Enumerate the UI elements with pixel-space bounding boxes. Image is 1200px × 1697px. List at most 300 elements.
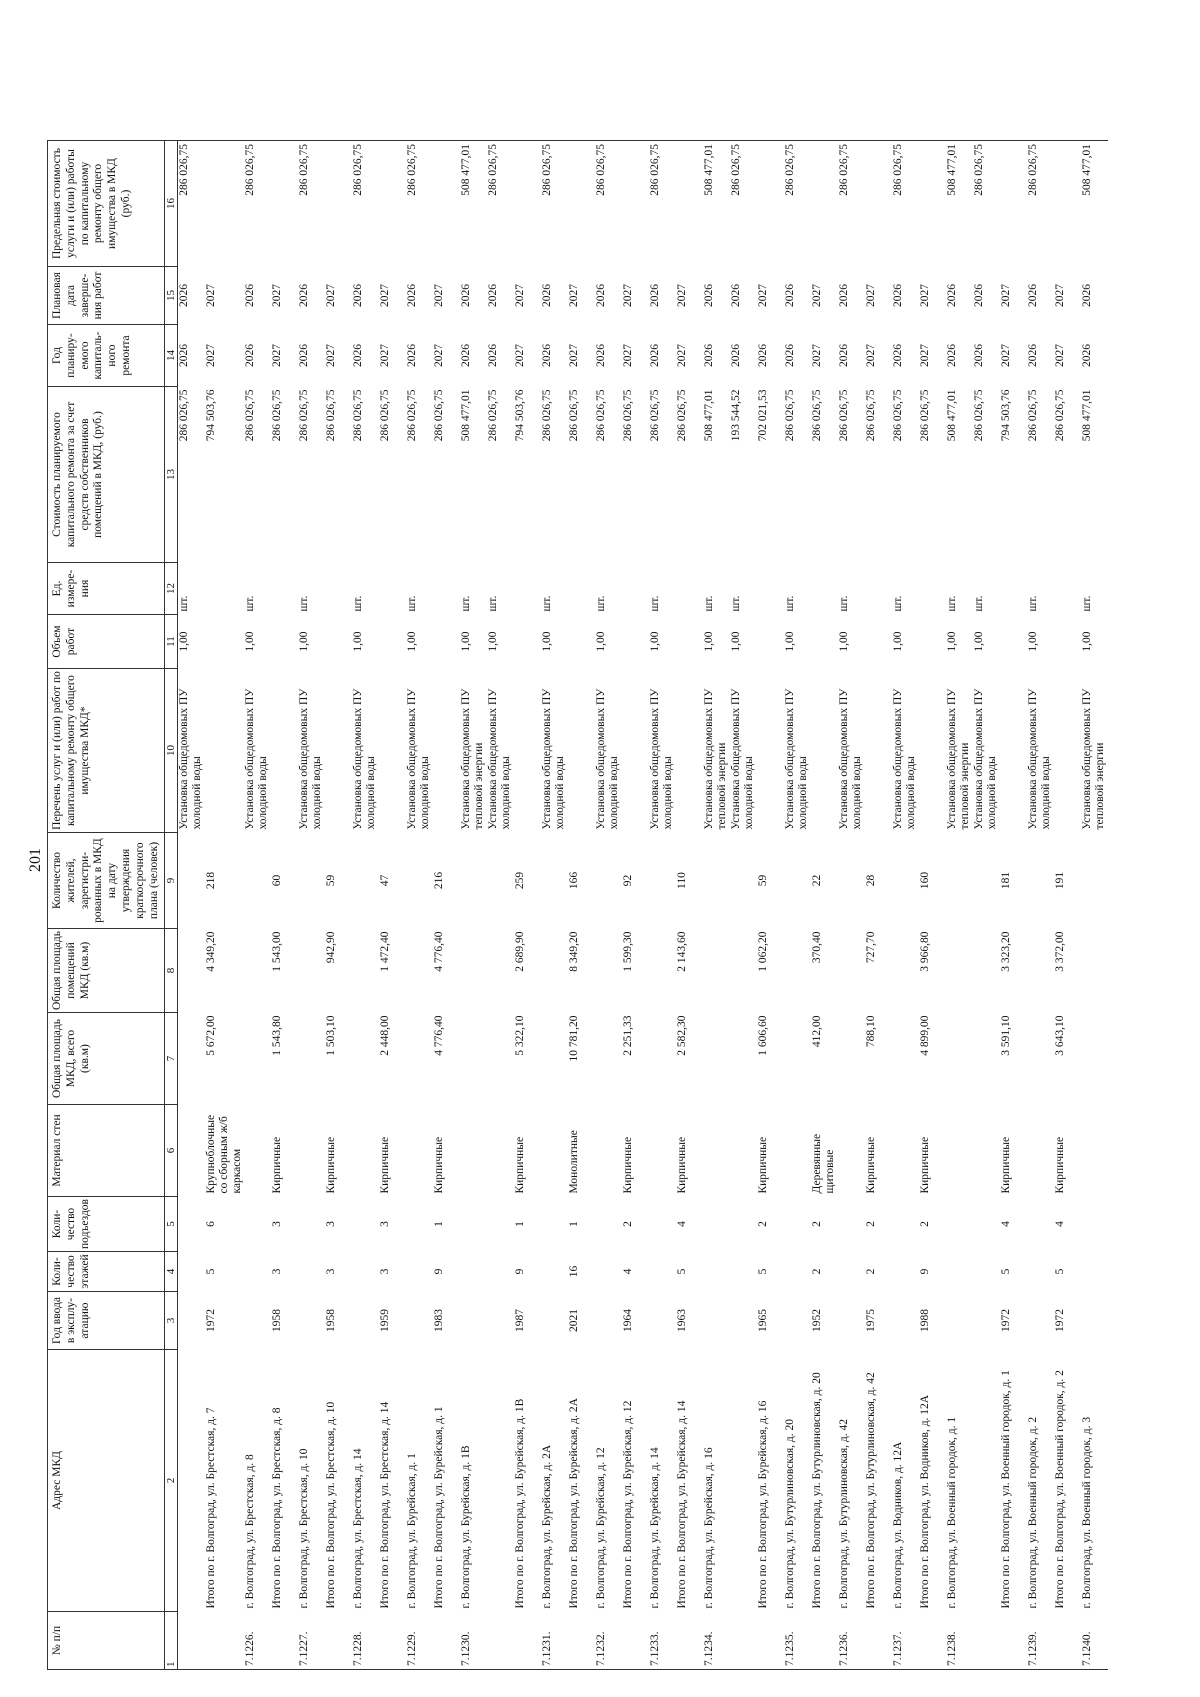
cell-entr: 3 — [378, 1221, 391, 1227]
table-row — [784, 141, 811, 1670]
cell-area — [1081, 1013, 1108, 1105]
cell-res — [838, 833, 865, 929]
total-row — [1000, 141, 1027, 1670]
cell-area_prem — [973, 929, 1000, 1013]
column-number-row — [165, 141, 178, 1670]
table-row — [406, 141, 433, 1670]
cell-no: 7.1233. — [649, 1612, 676, 1670]
cell-floors — [298, 1252, 325, 1292]
cell-yplan: 2026 — [837, 344, 850, 368]
rotated-page — [25, 30, 1175, 1690]
cell-ydone: 2026 — [729, 284, 742, 308]
cell-limit — [433, 141, 460, 267]
column-number: 4 — [165, 1252, 178, 1292]
cell-addr: г. Волгоград, ул. Водников, д. 12А — [891, 1441, 904, 1609]
total-row — [1054, 141, 1081, 1670]
cell-year — [460, 1292, 487, 1350]
cell-unit: шт. — [702, 595, 715, 612]
col-header: Общая площадь МКД, всего (кв.м) — [48, 1013, 165, 1105]
cell-work — [271, 669, 298, 833]
cell-unit: шт. — [405, 595, 418, 612]
cell-area: 2 448,00 — [378, 1015, 391, 1056]
cell-vol: 1,00 — [297, 631, 310, 652]
cell-area: 5 672,00 — [204, 1015, 217, 1056]
cell-area — [541, 1013, 568, 1105]
cell-year: 2021 — [567, 1309, 580, 1332]
cell-area: 1 503,10 — [324, 1015, 337, 1056]
cell-wall — [178, 1105, 205, 1197]
cell-entr — [178, 1197, 205, 1252]
col-header: Плановая дата заверше-ния работ — [48, 267, 165, 325]
cell-res — [1081, 833, 1108, 929]
column-number: 6 — [165, 1105, 178, 1197]
cell-ydone: 2027 — [864, 284, 877, 308]
cell-vol: 1,00 — [243, 631, 256, 652]
cell-cost: 794 503,76 — [999, 389, 1012, 442]
cell-entr — [595, 1197, 622, 1252]
cell-year — [541, 1292, 568, 1350]
cell-addr — [178, 1350, 205, 1612]
cell-addr — [973, 1350, 1000, 1612]
cell-yplan: 2026 — [178, 344, 191, 368]
cell-limit — [757, 141, 784, 267]
cell-work — [298, 669, 325, 833]
column-number: 12 — [165, 563, 178, 615]
work-line: Установка общедомовых ПУ — [729, 688, 742, 830]
cell-area: 10 781,20 — [567, 1015, 580, 1062]
cell-res: 59 — [756, 874, 769, 887]
cell-addr: г. Волгоград, ул. Бурейская, д. 16 — [702, 1447, 715, 1609]
cell-entr — [244, 1197, 271, 1252]
cell-area — [244, 1013, 271, 1105]
table-row — [244, 141, 271, 1670]
column-number: 9 — [165, 833, 178, 929]
cell-yplan: 2026 — [972, 344, 985, 368]
cell-entr — [838, 1197, 865, 1252]
cell-no: 7.1234. — [703, 1612, 730, 1670]
cell-year: 1958 — [270, 1309, 283, 1332]
cell-area: 788,10 — [864, 1015, 877, 1048]
cell-work — [730, 669, 757, 833]
cell-no — [1054, 1612, 1081, 1670]
cell-res: 160 — [918, 871, 931, 890]
cell-area_prem — [838, 929, 865, 1013]
work-line: Установка общедомовых ПУ — [702, 688, 715, 830]
cell-entr — [487, 1197, 514, 1252]
cell-wall: Деревянные щитовые — [810, 1133, 836, 1194]
cell-entr: 4 — [999, 1221, 1012, 1227]
cell-area_prem — [178, 929, 205, 1013]
cell-yplan: 2026 — [1026, 344, 1039, 368]
cell-unit: шт. — [540, 595, 553, 612]
cell-floors — [352, 1252, 379, 1292]
work-line: Установка общедомовых ПУ — [945, 688, 958, 830]
cell-res — [298, 833, 325, 929]
cell-area_prem — [730, 929, 757, 1013]
cell-cost: 508 477,01 — [702, 389, 715, 442]
cell-unit: шт. — [891, 595, 904, 612]
cell-addr: г. Волгоград, ул. Бутурлиновская, д. 20 — [783, 1419, 796, 1609]
table-body — [178, 141, 1108, 1670]
cell-cost: 508 477,01 — [459, 389, 472, 442]
cell-cost: 286 026,75 — [486, 389, 499, 442]
cell-year: 1983 — [432, 1309, 445, 1332]
cell-area: 1 606,60 — [756, 1015, 769, 1056]
cell-addr: г. Волгоград, ул. Военный городок, д. 1 — [945, 1416, 958, 1609]
cell-work — [406, 669, 433, 833]
cell-unit: шт. — [783, 595, 796, 612]
cell-ydone: 2026 — [351, 284, 364, 308]
work-line: холодной воды — [904, 756, 917, 830]
cell-cost: 286 026,75 — [405, 389, 418, 442]
cell-floors — [460, 1252, 487, 1292]
cell-work — [514, 669, 541, 833]
cell-vol — [205, 615, 244, 669]
cell-floors: 5 — [1053, 1268, 1066, 1275]
cell-unit: шт. — [648, 595, 661, 612]
cell-area_prem — [649, 929, 676, 1013]
cell-work — [487, 669, 514, 833]
cell-entr: 1 — [567, 1221, 580, 1227]
cell-floors: 5 — [999, 1268, 1012, 1275]
cell-area — [730, 1013, 757, 1105]
cell-yplan: 2027 — [378, 344, 391, 368]
cell-area_prem: 370,40 — [810, 931, 823, 964]
total-row — [379, 141, 406, 1670]
column-number: 8 — [165, 929, 178, 1013]
cell-work — [178, 669, 205, 833]
cell-area — [973, 1013, 1000, 1105]
cell-cost: 286 026,75 — [324, 389, 337, 442]
cell-vol: 1,00 — [783, 631, 796, 652]
cell-yplan: 2027 — [621, 344, 634, 368]
cell-ydone: 2027 — [756, 284, 769, 308]
cell-addr: г. Волгоград, ул. Военный городок, д. 3 — [1080, 1416, 1093, 1609]
cell-limit: 286 026,75 — [541, 141, 568, 267]
cell-area_prem — [946, 929, 973, 1013]
cell-area_prem: 3 323,20 — [999, 931, 1012, 972]
cell-entr: 2 — [756, 1221, 769, 1227]
cell-work — [703, 669, 730, 833]
cell-wall: Кирпичные — [918, 1136, 931, 1194]
cell-addr: г. Волгоград, ул. Военный городок, д. 2 — [1026, 1416, 1039, 1609]
cell-cost: 286 026,75 — [567, 389, 580, 442]
cell-unit — [865, 563, 892, 615]
total-row — [865, 141, 892, 1670]
cell-limit: 286 026,75 — [838, 141, 865, 267]
cell-vol — [568, 615, 595, 669]
cell-year: 1958 — [324, 1309, 337, 1332]
cell-area_prem: 2 689,90 — [513, 931, 526, 972]
cell-no: 7.1226. — [244, 1612, 271, 1670]
work-line: Установка общедомовых ПУ — [459, 688, 472, 830]
cell-floors: 5 — [675, 1268, 688, 1275]
cell-year — [487, 1292, 514, 1350]
work-line: Установка общедомовых ПУ — [178, 688, 191, 830]
cell-res — [784, 833, 811, 929]
cell-work — [676, 669, 703, 833]
cell-area_prem — [892, 929, 919, 1013]
cell-limit: 286 026,75 — [244, 141, 271, 267]
cell-yplan: 2026 — [1080, 344, 1093, 368]
cell-no: 7.1230. — [460, 1612, 487, 1670]
cell-area: 3 591,10 — [999, 1015, 1012, 1056]
cell-ydone: 2027 — [378, 284, 391, 308]
cell-year: 1975 — [864, 1309, 877, 1332]
cell-year — [298, 1292, 325, 1350]
cell-area_prem — [1081, 929, 1108, 1013]
cell-res — [730, 833, 757, 929]
cell-unit: шт. — [243, 595, 256, 612]
col-header: Перечень услуг и (или) работ по капитальному ремонту общего имущества МКД* — [48, 669, 165, 833]
cell-cost: 702 021,53 — [756, 389, 769, 442]
cell-unit — [919, 563, 946, 615]
cell-no — [811, 1612, 838, 1670]
cell-floors — [1027, 1252, 1054, 1292]
cell-area: 4 899,00 — [918, 1015, 931, 1056]
cell-vol: 1,00 — [972, 631, 985, 652]
cell-unit: шт. — [486, 595, 499, 612]
cell-limit — [205, 141, 244, 267]
col-header: Стоимость планируемого капитального ремонта за счет средств собственников помещений в МКД, (руб.) — [48, 387, 165, 563]
cell-unit: шт. — [1026, 595, 1039, 612]
cell-no: 7.1231. — [541, 1612, 568, 1670]
cell-entr — [703, 1197, 730, 1252]
cell-limit: 286 026,75 — [487, 141, 514, 267]
cell-ydone: 2026 — [648, 284, 661, 308]
cell-cost: 286 026,75 — [837, 389, 850, 442]
total-row — [622, 141, 649, 1670]
work-line: холодной воды — [364, 756, 377, 830]
cell-vol — [433, 615, 460, 669]
cell-addr: Итого по г. Волгоград, ул. Бурейская, д. 2А — [567, 1398, 580, 1609]
cell-vol — [919, 615, 946, 669]
total-row — [919, 141, 946, 1670]
col-header: Объем работ — [48, 615, 165, 669]
cell-area — [298, 1013, 325, 1105]
cell-year: 1964 — [621, 1309, 634, 1332]
cell-yplan: 2027 — [999, 344, 1012, 368]
cell-entr — [352, 1197, 379, 1252]
work-line: Установка общедомовых ПУ — [243, 688, 256, 830]
table-row — [178, 141, 205, 1670]
cell-addr — [730, 1350, 757, 1612]
cell-no — [514, 1612, 541, 1670]
column-number: 3 — [165, 1292, 178, 1350]
cell-addr: г. Волгоград, ул. Бурейская, д. 2А — [540, 1444, 553, 1609]
cell-cost: 286 026,75 — [1026, 389, 1039, 442]
work-line: тепловой энергии — [472, 742, 485, 830]
cell-entr — [1027, 1197, 1054, 1252]
cell-cost: 286 026,75 — [297, 389, 310, 442]
cell-unit — [1000, 563, 1027, 615]
cell-vol — [271, 615, 298, 669]
cell-res: 181 — [999, 871, 1012, 890]
cell-res — [541, 833, 568, 929]
cell-cost: 286 026,75 — [594, 389, 607, 442]
cell-area_prem: 1 472,40 — [378, 931, 391, 972]
cell-yplan: 2027 — [324, 344, 337, 368]
cell-cost: 286 026,75 — [864, 389, 877, 442]
cell-unit: шт. — [837, 595, 850, 612]
cell-wall — [784, 1105, 811, 1197]
table-row — [1027, 141, 1054, 1670]
table-row — [595, 141, 622, 1670]
cell-area_prem: 3 966,80 — [918, 931, 931, 972]
cell-ydone: 2026 — [837, 284, 850, 308]
cell-no — [919, 1612, 946, 1670]
cell-work — [1081, 669, 1108, 833]
cell-wall: Кирпичные — [513, 1136, 526, 1194]
cell-limit: 508 477,01 — [946, 141, 973, 267]
cell-no: 7.1237. — [892, 1612, 919, 1670]
cell-limit: 286 026,75 — [649, 141, 676, 267]
cell-no — [757, 1612, 784, 1670]
cell-area_prem — [298, 929, 325, 1013]
total-row — [271, 141, 298, 1670]
cell-addr: г. Волгоград, ул. Брестская, д. 10 — [297, 1448, 310, 1609]
cell-wall: Кирпичные — [378, 1136, 391, 1194]
cell-wall: Кирпичные — [864, 1136, 877, 1194]
cell-wall: Кирпичные — [432, 1136, 445, 1194]
cell-floors — [703, 1252, 730, 1292]
cell-area_prem — [244, 929, 271, 1013]
cell-wall — [703, 1105, 730, 1197]
cell-year: 1972 — [999, 1309, 1012, 1332]
cell-no: 7.1236. — [838, 1612, 865, 1670]
cell-work — [205, 669, 244, 833]
cell-area: 1 543,80 — [270, 1015, 283, 1056]
cell-work — [946, 669, 973, 833]
cell-yplan: 2027 — [270, 344, 283, 368]
cell-year — [595, 1292, 622, 1350]
work-line: холодной воды — [1039, 756, 1052, 830]
cell-cost: 508 477,01 — [945, 389, 958, 442]
cell-res: 92 — [621, 874, 634, 887]
cell-limit — [325, 141, 352, 267]
cell-unit — [622, 563, 649, 615]
cell-vol: 1,00 — [648, 631, 661, 652]
cell-ydone: 2026 — [243, 284, 256, 308]
cell-limit — [1000, 141, 1027, 267]
cell-no — [865, 1612, 892, 1670]
work-line: холодной воды — [553, 756, 566, 830]
cell-ydone: 2027 — [999, 284, 1012, 308]
cell-addr: Итого по г. Волгоград, ул. Водников, д. 12А — [918, 1394, 931, 1609]
cell-floors: 5 — [756, 1268, 769, 1275]
cell-wall — [541, 1105, 568, 1197]
cell-limit — [919, 141, 946, 267]
cell-area_prem — [703, 929, 730, 1013]
cell-no — [730, 1612, 757, 1670]
cell-entr: 2 — [918, 1221, 931, 1227]
cell-area_prem — [595, 929, 622, 1013]
table-row — [487, 141, 514, 1670]
cell-unit: шт. — [972, 595, 985, 612]
cell-ydone: 2027 — [567, 284, 580, 308]
cell-entr — [406, 1197, 433, 1252]
cell-cost: 286 026,75 — [270, 389, 283, 442]
cell-no — [178, 1612, 205, 1670]
cell-wall — [487, 1105, 514, 1197]
cell-no: 7.1229. — [406, 1612, 433, 1670]
cell-limit: 286 026,75 — [784, 141, 811, 267]
cell-cost: 286 026,75 — [621, 389, 634, 442]
cell-area — [1027, 1013, 1054, 1105]
cell-cost: 286 026,75 — [891, 389, 904, 442]
cell-floors — [649, 1252, 676, 1292]
cell-area_prem: 8 349,20 — [567, 931, 580, 972]
cell-year: 1959 — [378, 1309, 391, 1332]
cell-no — [676, 1612, 703, 1670]
cell-vol — [811, 615, 838, 669]
cell-unit: шт. — [178, 595, 191, 612]
cell-no — [379, 1612, 406, 1670]
cell-floors — [1081, 1252, 1108, 1292]
cell-area — [406, 1013, 433, 1105]
cell-work — [784, 669, 811, 833]
cell-work — [973, 669, 1000, 833]
cell-yplan: 2026 — [702, 344, 715, 368]
cell-floors — [244, 1252, 271, 1292]
cell-entr — [892, 1197, 919, 1252]
cell-yplan: 2026 — [405, 344, 418, 368]
total-row — [205, 141, 244, 1670]
col-header: Материал стен — [48, 1105, 165, 1197]
cell-limit: 286 026,75 — [352, 141, 379, 267]
cell-work — [892, 669, 919, 833]
cell-area_prem: 2 143,60 — [675, 931, 688, 972]
cell-ydone: 2026 — [1080, 284, 1093, 308]
cell-year: 1963 — [675, 1309, 688, 1332]
cell-area: 2 582,30 — [675, 1015, 688, 1056]
work-line: Установка общедомовых ПУ — [648, 688, 661, 830]
cell-vol: 1,00 — [702, 631, 715, 652]
cell-res — [244, 833, 271, 929]
cell-cost: 286 026,75 — [432, 389, 445, 442]
cell-yplan: 2027 — [675, 344, 688, 368]
cell-cost: 286 026,75 — [1053, 389, 1066, 442]
cell-area — [892, 1013, 919, 1105]
cell-work — [379, 669, 406, 833]
cell-yplan: 2026 — [594, 344, 607, 368]
work-line: холодной воды — [310, 756, 323, 830]
table-row — [838, 141, 865, 1670]
cell-addr: г. Волгоград, ул. Бурейская, д. 1 — [405, 1453, 418, 1609]
work-line: холодной воды — [661, 756, 674, 830]
cell-floors — [541, 1252, 568, 1292]
work-line: тепловой энергии — [958, 742, 971, 830]
cell-wall — [730, 1105, 757, 1197]
cell-work — [757, 669, 784, 833]
cell-area_prem — [541, 929, 568, 1013]
cell-work — [622, 669, 649, 833]
cell-entr: 2 — [621, 1221, 634, 1227]
cell-area_prem: 1 599,30 — [621, 931, 634, 972]
cell-unit — [205, 563, 244, 615]
cell-wall — [460, 1105, 487, 1197]
cell-res: 259 — [513, 871, 526, 890]
cell-ydone: 2026 — [702, 284, 715, 308]
work-line: Установка общедомовых ПУ — [972, 688, 985, 830]
column-number: 11 — [165, 615, 178, 669]
cell-limit: 286 026,75 — [1027, 141, 1054, 267]
cell-yplan: 2026 — [945, 344, 958, 368]
cell-area_prem: 1 543,00 — [270, 931, 283, 972]
cell-addr: г. Волгоград, ул. Бурейская, д. 14 — [648, 1447, 661, 1609]
cell-year — [352, 1292, 379, 1350]
cell-no — [622, 1612, 649, 1670]
